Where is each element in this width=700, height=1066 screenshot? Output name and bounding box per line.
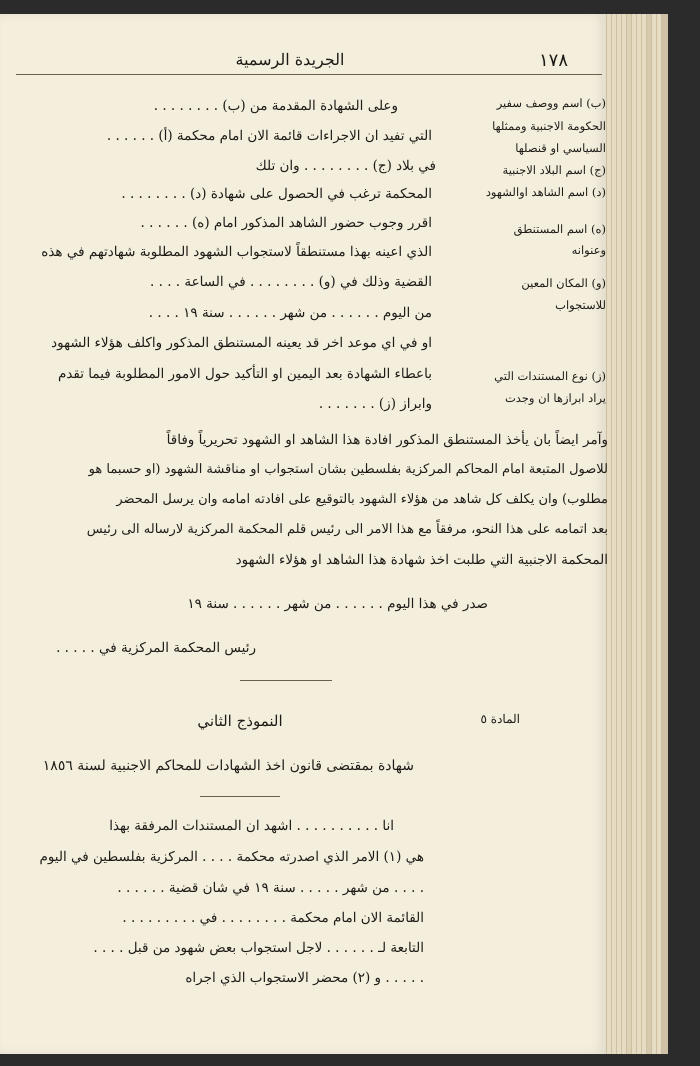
form-line: القضية وذلك في (و) . . . . . . . . في الساعة . . . . [150,274,432,290]
section-separator [200,796,280,797]
side-note: يراد ابرازها ان وجدت [504,391,606,405]
section-separator [240,680,332,681]
running-title: الجريدة الرسمية [235,50,345,69]
paragraph-line: وآمر ايضاً بان يأخذ المستنطق المذكور افادة هذا الشاهد او الشهود تحريرياً وفاقاً [166,432,608,448]
form-two-title: النموذج الثاني [197,712,283,730]
side-note: للاستجواب [555,298,606,312]
form-two-line: التابعة لـ . . . . . . لاجل استجواب بعض شهود من قبل . . . . [93,940,424,956]
form-line: من اليوم . . . . . . من شهر . . . . . . سنة ١٩ . . . . [148,305,432,321]
form-line: الذي اعينه بهذا مستنطقاً لاستجواب الشهود المطلوبة شهادتهم في هذه [41,244,432,260]
page-edge [661,14,668,1054]
issued-line: صدر في هذا اليوم . . . . . . من شهر . . . . . . سنة ١٩ [187,596,488,612]
side-note: (ه) اسم المستنطق [513,222,606,236]
form-line: المحكمة ترغب في الحصول على شهادة (د) . . . . . . . . [121,186,432,202]
side-note: السياسي او قنصلها [515,141,606,155]
header-rule [16,74,602,75]
form-line: اقرر وجوب حضور الشاهد المذكور امام (ه) . . . . . . [140,215,432,231]
form-line: وابراز (ز) . . . . . . . [318,396,432,412]
form-two-line: هي (١) الامر الذي اصدرته محكمة . . . . المركزية بفلسطين في اليوم [39,849,424,865]
side-note: (ج) اسم البلاد الاجنبية [502,163,606,177]
paragraph-line: المحكمة الاجنبية التي طلبت اخذ شهادة هذا الشاهد او هؤلاء الشهود [235,552,608,568]
form-line: باعطاء الشهادة بعد اليمين او التأكيد حول الامور المطلوبة فيما تقدم [57,366,432,382]
side-note: (ز) نوع المستندات التي [494,369,606,383]
form-two-line: . . . . من شهر . . . . . سنة ١٩ في شان قضية . . . . . . [117,880,424,896]
form-two-line: القائمة الان امام محكمة . . . . . . . . في . . . . . . . . . [122,910,424,926]
paragraph-line: بعد اتمامه على هذا النحو، مرفقاً مع هذا الامر الى رئيس قلم المحكمة المركزية لارساله الى رئيس [86,522,608,537]
signature-line: رئيس المحكمة المركزية في . . . . . [56,640,256,656]
side-note: وعنوانه [571,243,606,257]
side-note: (و) المكان المعين [521,276,606,290]
form-two-subtitle: شهادة بمقتضى قانون اخذ الشهادات للمحاكم الاجنبية لسنة ١٨٥٦ [42,758,414,774]
form-two-line: انا . . . . . . . . . . اشهد ان المستندات المرفقة بهذا [109,818,394,834]
paragraph-line: مطلوب) وان يكلف كل شاهد من هؤلاء الشهود بالتوقيع على افادته امامه وان يرسل المحضر [116,492,608,507]
page-number: ١٧٨ [538,50,568,71]
form-line: التي تفيد ان الاجراءات قائمة الان امام محكمة (أ) . . . . . . [106,128,432,144]
form-line: في بلاد (ج) . . . . . . . . وان تلك [255,158,436,174]
form-line: او في اي موعد اخر قد يعينه المستنطق المذكور واكلف هؤلاء الشهود [51,335,432,351]
side-note: الحكومة الاجنبية وممثلها [492,119,606,133]
form-line: وعلى الشهادة المقدمة من (ب) . . . . . . . . [153,98,398,114]
side-note: (ب) اسم ووصف سفير [496,96,606,110]
side-note: (د) اسم الشاهد اوالشهود [485,185,606,199]
paragraph-line: للاصول المتبعة امام المحاكم المركزية بفلسطين بشان استجواب او مناقشة الشهود (او حسبما هو [88,462,608,477]
article-label: المادة ٥ [480,712,520,726]
form-two-line: . . . . . و (٢) محضر الاستجواب الذي اجراه [185,970,424,986]
